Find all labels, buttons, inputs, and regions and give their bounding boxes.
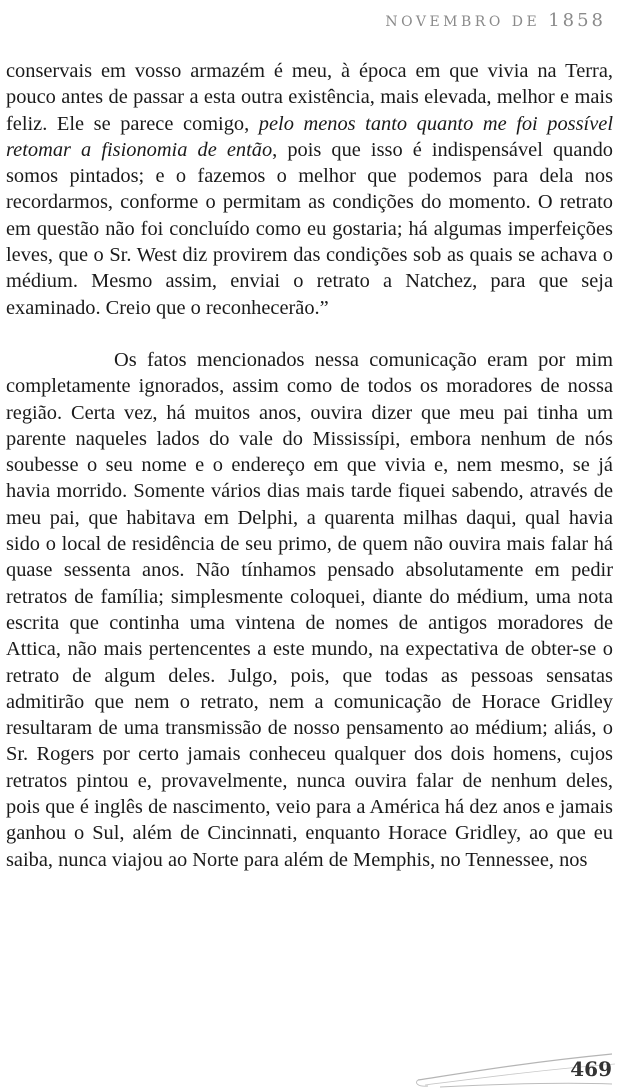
paragraph-2: Os fatos mencionados nessa comunicação eram por mim completamente ignorados, assim como de todos os moradores de nossa região. Certa vez, há muitos anos, ouvira dizer que meu pai tinha um parente naqueles lados do vale do Mississípi, embora nenhum de nós soubesse o seu nome e o endereço em que vivia e, nem mesmo, se já havia morrido. Somente vários dias mais tarde fiquei sabendo, através de meu pai, que habitava em Delphi, a quarenta milhas daqui, qual havia sido o local de residência de seu primo, de quem não ouvira mais falar há quase sessenta anos. Não tínhamos pensado absolutamente em pedir retratos de família; simplesmente coloquei, diante do médium, uma nota escrita que continha uma vintena de nomes de antigos moradores de Attica, não mais pertencentes a este mundo, na expectativa de obter-se o retrato de algum deles. Julgo, pois, que todas as pessoas sensatas admitirão que nem o retrato, nem a comunicação de Horace Gridley resultaram de uma transmissão de nosso pensamento ao médium; aliás, o Sr. Rogers por certo jamais conheceu qualquer dos dois homens, cujos retratos pintou e, provavelmente, nunca ouvira falar de nenhum deles, pois que é inglês de nascimento, veio para a América há dez anos e jamais ganhou o Sul, além de Cincinnati, enquanto Horace Gridley, ao que eu saiba, nunca viajou ao Norte para além de Memphis, no Tennessee, nos (6, 348, 613, 871)
paragraph-1-text-start: conservais em vosso armazém é meu, à época em que vivia na Terra, pouco antes de passar a esta outra existência, mais elevada, melhor e mais feliz. Ele se parece comigo, (6, 60, 613, 135)
page-footer (0, 1040, 620, 1090)
header-month: NOVEMBRO DE (385, 14, 541, 30)
paragraph-1-italic: pelo menos tanto quanto me foi possível retomar a fisionomia de então (6, 112, 613, 161)
page-body (6, 58, 613, 873)
page-number: 469 (570, 1057, 612, 1081)
footer-swash-ornament (0, 1040, 620, 1090)
running-header (385, 10, 606, 31)
paragraph-1-text-end: , pois que isso é indispensável quando somos pintados; e o fazemos o melhor que podemos para dela nos recordarmos, conforme o permitam as condições do momento. O retrato em questão não foi concluído como eu gostaria; há algumas imperfeições leves, que o Sr. West diz provirem das condições sob as quais se achava o médium. Mesmo assim, enviai o retrato a Natchez, para que seja examinado. Creio que o reconhecerão.” (6, 138, 613, 319)
paragraph-1 (6, 58, 613, 321)
header-year: 1858 (548, 10, 606, 31)
